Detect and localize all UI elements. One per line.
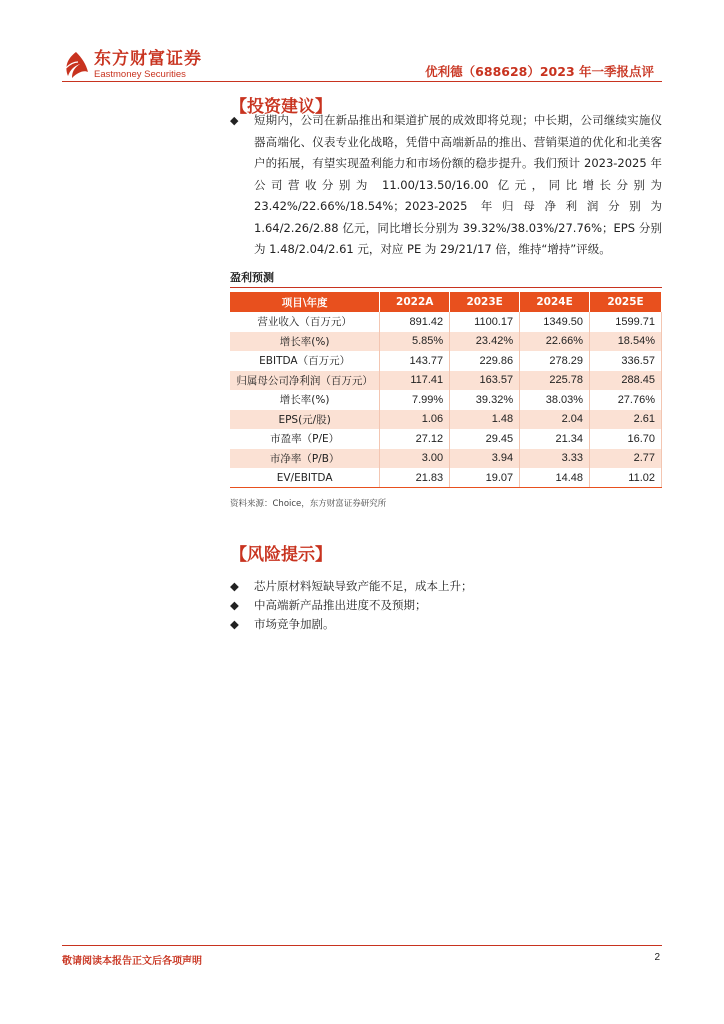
table-cell: 1349.50 bbox=[520, 312, 590, 332]
table-cell: 5.85% bbox=[380, 332, 450, 352]
table-cell: 1.06 bbox=[380, 410, 450, 430]
column-header: 2024E bbox=[520, 292, 590, 312]
table-cell: 288.45 bbox=[590, 371, 662, 391]
table-cell: 3.94 bbox=[450, 449, 520, 469]
table-cell: 3.00 bbox=[380, 449, 450, 469]
table-row bbox=[230, 351, 662, 371]
table-row bbox=[230, 468, 662, 488]
table-cell: 143.77 bbox=[380, 351, 450, 371]
table-cell: 21.34 bbox=[520, 429, 590, 449]
table-cell: 18.54% bbox=[590, 332, 662, 352]
page-number: 2 bbox=[654, 952, 660, 963]
bullet-diamond-icon: ◆ bbox=[230, 617, 239, 631]
table-row bbox=[230, 429, 662, 449]
table-cell: 19.07 bbox=[450, 468, 520, 488]
row-label: 增长率(%) bbox=[230, 332, 380, 352]
row-label: 市净率（P/B） bbox=[230, 449, 380, 469]
table-cell: 163.57 bbox=[450, 371, 520, 391]
table-cell: 11.02 bbox=[590, 468, 662, 488]
invest-paragraph-text: 短期内，公司在新品推出和渠道扩展的成效即将兑现；中长期，公司继续实施仪器高端化、仪表专业化战略，凭借中高端新品的推出、营销渠道的优化和北美客户的拓展，有望实现盈利能力和市场份额的稳步提升。我们预计 2023-2025 年公司营收分别为 11.00/13.50/16.00 亿元，同比增长分别为 23.42%/22.66%/18.54%；2023-2025 年归母净利润分别为 1.64/2.26/2.88 亿元，同比增长分别为 39.32%/38.03%/27.76%；EPS 分别为 1.48/2.04/2.61 元，对应 PE 为 29/21/17 倍，维持“增持”评级。 bbox=[254, 113, 662, 256]
logo-cn-text: 东方财富证券 bbox=[94, 49, 202, 69]
table-cell: 14.48 bbox=[520, 468, 590, 488]
bullet-diamond-icon: ◆ bbox=[230, 579, 239, 593]
table-cell: 16.70 bbox=[590, 429, 662, 449]
table-cell: 38.03% bbox=[520, 390, 590, 410]
table-cell: 336.57 bbox=[590, 351, 662, 371]
row-label: EPS(元/股) bbox=[230, 410, 380, 430]
header-divider bbox=[62, 81, 662, 82]
table-cell: 2.77 bbox=[590, 449, 662, 469]
table-row bbox=[230, 312, 662, 332]
row-label: EBITDA（百万元） bbox=[230, 351, 380, 371]
table-cell: 39.32% bbox=[450, 390, 520, 410]
forecast-header-row bbox=[230, 292, 662, 312]
table-row bbox=[230, 449, 662, 469]
column-header: 2023E bbox=[450, 292, 520, 312]
table-cell: 3.33 bbox=[520, 449, 590, 469]
invest-section-title: 【投资建议】 bbox=[230, 97, 332, 117]
eastmoney-logo-icon bbox=[62, 50, 90, 80]
table-cell: 2.61 bbox=[590, 410, 662, 430]
bullet-diamond-icon: ◆ bbox=[230, 598, 239, 612]
bullet-diamond-icon: ◆ bbox=[230, 114, 239, 127]
row-label: 增长率(%) bbox=[230, 390, 380, 410]
table-cell: 891.42 bbox=[380, 312, 450, 332]
row-label: 营业收入（百万元） bbox=[230, 312, 380, 332]
risk-item bbox=[230, 578, 473, 594]
table-cell: 1.48 bbox=[450, 410, 520, 430]
footer-divider bbox=[62, 945, 662, 946]
risk-item-text: 市场竞争加剧。 bbox=[254, 617, 335, 631]
table-cell: 2.04 bbox=[520, 410, 590, 430]
table-cell: 278.29 bbox=[520, 351, 590, 371]
table-cell: 27.12 bbox=[380, 429, 450, 449]
report-title: 优利德（688628）2023 年一季报点评 bbox=[425, 64, 654, 79]
row-label: EV/EBITDA bbox=[230, 468, 380, 488]
table-cell: 22.66% bbox=[520, 332, 590, 352]
risk-item-text: 中高端新产品推出进度不及预期； bbox=[254, 598, 427, 612]
table-cell: 29.45 bbox=[450, 429, 520, 449]
forecast-label: 盈利预测 bbox=[230, 271, 274, 284]
invest-paragraph bbox=[230, 110, 662, 261]
forecast-table bbox=[230, 292, 662, 488]
company-logo bbox=[62, 50, 202, 80]
logo-en-text: Eastmoney Securities bbox=[94, 69, 186, 80]
footer-disclaimer: 敬请阅读本报告正文后各项声明 bbox=[62, 956, 202, 967]
forecast-divider bbox=[230, 287, 662, 288]
table-cell: 21.83 bbox=[380, 468, 450, 488]
risk-section-title: 【风险提示】 bbox=[230, 545, 332, 565]
table-cell: 27.76% bbox=[590, 390, 662, 410]
column-header: 2022A bbox=[380, 292, 450, 312]
table-cell: 1100.17 bbox=[450, 312, 520, 332]
table-source-note: 资料来源：Choice，东方财富证券研究所 bbox=[230, 499, 387, 509]
table-cell: 7.99% bbox=[380, 390, 450, 410]
risk-item bbox=[230, 616, 335, 632]
table-row bbox=[230, 371, 662, 391]
table-cell: 117.41 bbox=[380, 371, 450, 391]
row-label: 市盈率（P/E） bbox=[230, 429, 380, 449]
table-cell: 1599.71 bbox=[590, 312, 662, 332]
table-row bbox=[230, 390, 662, 410]
table-row bbox=[230, 332, 662, 352]
table-row bbox=[230, 410, 662, 430]
row-label: 归属母公司净利润（百万元） bbox=[230, 371, 380, 391]
table-cell: 229.86 bbox=[450, 351, 520, 371]
table-cell: 23.42% bbox=[450, 332, 520, 352]
column-header: 2025E bbox=[590, 292, 662, 312]
column-header: 项目\年度 bbox=[230, 292, 380, 312]
table-cell: 225.78 bbox=[520, 371, 590, 391]
risk-item-text: 芯片原材料短缺导致产能不足，成本上升； bbox=[254, 579, 473, 593]
risk-item bbox=[230, 597, 427, 613]
